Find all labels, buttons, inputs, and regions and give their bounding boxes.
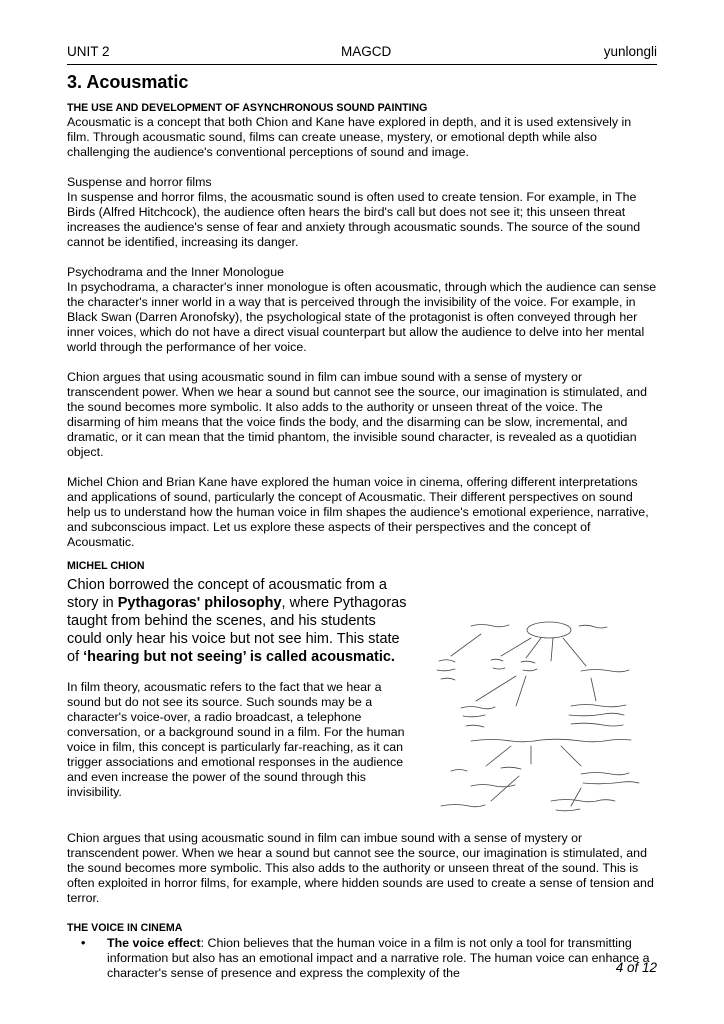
paragraph-chion-argues: Chion argues that using acousmatic sound in film can imbue sound with a sense of mystery or transcendent power. When we hear a sound but cannot see the source, our imagination is stimulated, and the sound becomes more symbolic. It also adds to the authority or unseen threat of the voice. The disarming of him means that the voice finds the body, and the disarming can be slow, incremental, and dramatic, or it can mean that the timid phantom, the invisible sound character, is revealed as a quotidian object. — [67, 370, 647, 459]
bullet-marker: • — [81, 936, 86, 950]
page-header — [67, 44, 657, 59]
voice-heading: THE VOICE IN CINEMA — [67, 922, 183, 934]
section-title: 3. Acousmatic — [67, 72, 189, 92]
header-course: MAGCD — [341, 44, 392, 59]
chion-lead-paragraph: Chion borrowed the concept of acousmatic from a story in Pythagoras' philosophy, where Pythagoras taught from behind the scenes, and his students could only hear his voice but not see him. This state of ‘hearing but not seeing’ is called acousmatic. — [67, 577, 407, 665]
paragraph-psychodrama: In psychodrama, a character's inner monologue is often acousmatic, through which the audience can sense the character's inner world in a way that is perceived through the invisibility of the voice. For example, in Black Swan (Darren Aronofsky), the psychological state of the protagonist is often conveyed through her inner voices, which do not have a direct visual counterpart but allow the audience to delve into her mental world through the performance of her voice. — [67, 280, 657, 354]
handwritten-mindmap-sketch — [431, 616, 661, 821]
header-author: yunlongli — [603, 44, 657, 59]
paragraph-chion-kane: Michel Chion and Brian Kane have explored the human voice in cinema, offering different interpretations and applications of sound, particularly the concept of Acousmatic. Their different perspectives on sound help us to understand how the human voice in film shapes the audience's emotional experience, narrative, and subconscious impact. Let us explore these aspects of their perspectives and the concept of Acousmatic. — [67, 475, 649, 549]
list-item — [67, 936, 657, 981]
intro-paragraph: Acousmatic is a concept that both Chion and Kane have explored in depth, and it is used extensively in film. Through acousmatic sound, films can create unease, mystery, or emotional depth while also challenging the audience's conventional perceptions of sound and image. — [67, 115, 632, 159]
paragraph-chion-argues-2: Chion argues that using acousmatic sound in film can imbue sound with a sense of mystery or transcendent power. When we hear a sound but cannot see the source, our imagination is stimulated, and the sound becomes more symbolic. This also adds to the authority or unseen threat of the sound. This is often exploited in horror films, for example, where hidden sounds are used to create a sense of tension and terror. — [67, 831, 654, 905]
header-rule — [67, 64, 657, 65]
bullet-text: The voice effect: Chion believes that the human voice in a film is not only a tool for transmitting information but also has an emotional impact and a narrative role. The human voice can enhance a character's sense of presence and express the complexity of the — [107, 936, 650, 980]
page-number: 4 of 12 — [615, 960, 657, 975]
subheading-suspense: Suspense and horror films — [67, 175, 212, 189]
chion-body-paragraph: In film theory, acousmatic refers to the fact that we hear a sound but do not see its source. Such sounds may be a character's voice-over, a radio broadcast, a telephone conversation, or a background sound in a film. For the human voice in film, this concept is particularly far-reaching, as it can trigger associations and emotional responses in the audience and even increase the power of the sound through this invisibility. — [67, 680, 405, 799]
header-unit: UNIT 2 — [67, 44, 110, 59]
paragraph-suspense: In suspense and horror films, the acousmatic sound is often used to create tension. For example, in The Birds (Alfred Hitchcock), the audience often hears the bird's call but does not see it; this unseen threat increases the audience's sense of fear and anxiety through acousmatic sounds. The source of the sound cannot be identified, increasing its danger. — [67, 190, 641, 249]
chion-heading: MICHEL CHION — [67, 560, 145, 572]
section-heading: THE USE AND DEVELOPMENT OF ASYNCHRONOUS SOUND PAINTING — [67, 102, 428, 114]
chion-section — [67, 576, 657, 831]
document-body — [67, 71, 657, 981]
subheading-psychodrama: Psychodrama and the Inner Monologue — [67, 265, 284, 279]
